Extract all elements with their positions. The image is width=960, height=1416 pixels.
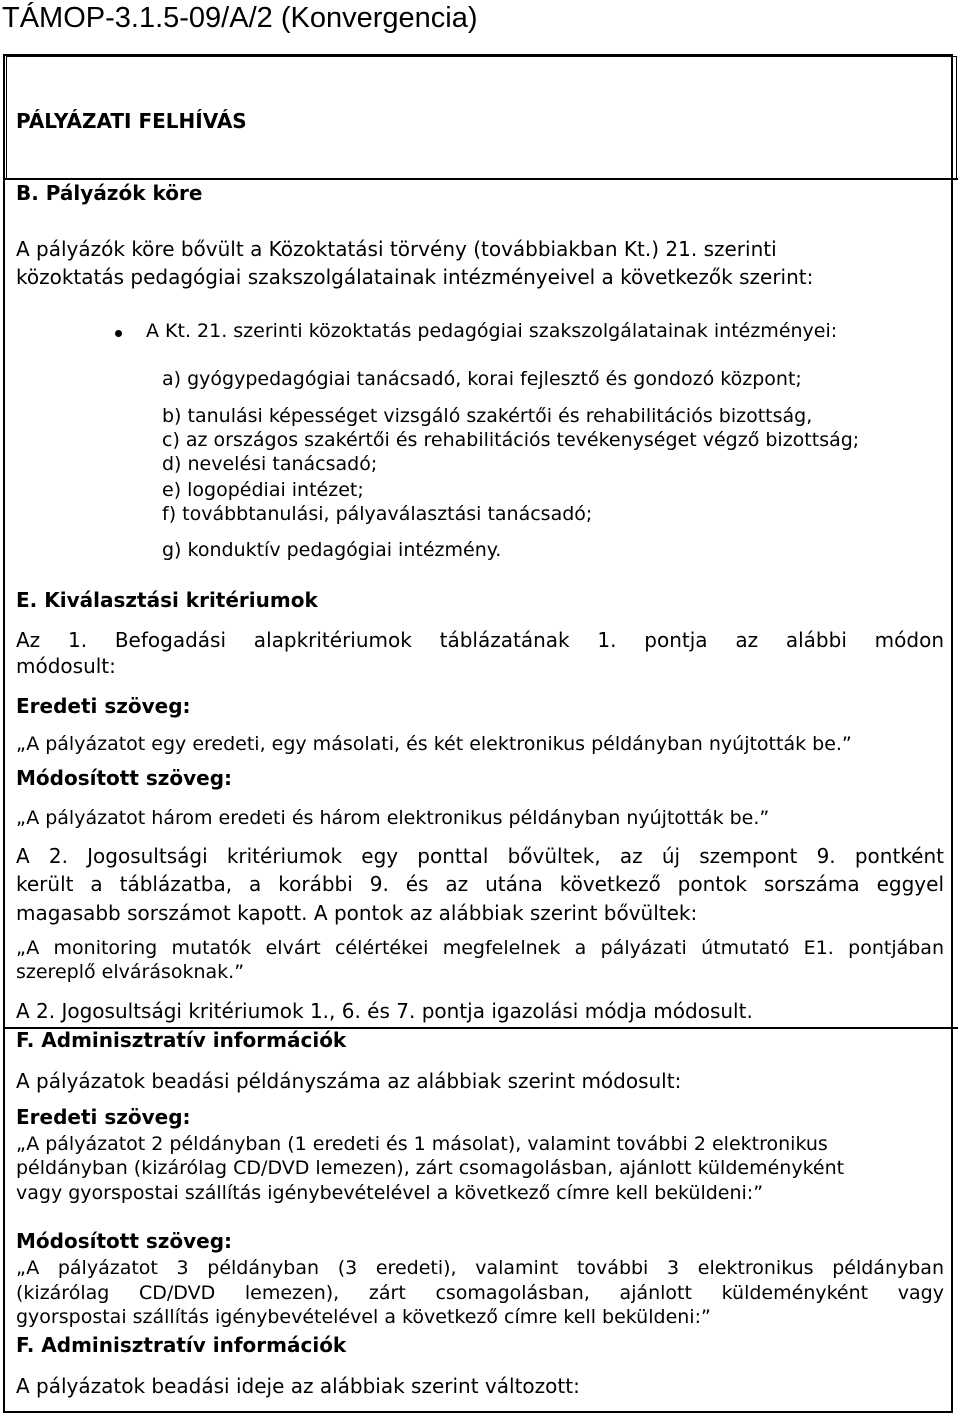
list-item: f) továbbtanulási, pályaválasztási tanácsadó; <box>162 503 593 525</box>
list-item: a) gyógypedagógiai tanácsadó, korai fejlesztő és gondozó központ; <box>162 368 802 390</box>
label-original-text: Eredeti szöveg: <box>16 694 191 718</box>
quoted-text: vagy gyorspostai szállítás igénybevételével a következő címre kell beküldeni:” <box>16 1182 764 1204</box>
paragraph-line: közoktatás pedagógiai szakszolgálatainak intézményeivel a következők szerint: <box>16 265 814 289</box>
quoted-text: gyorspostai szállítás igénybevételével a következő címre kell beküldeni:” <box>16 1306 711 1328</box>
paragraph-line: A 2. Jogosultsági kritériumok egy ponttal bővültek, az új szempont 9. pontként <box>16 844 944 868</box>
list-item: b) tanulási képességet vizsgáló szakértői és rehabilitációs bizottság, <box>162 405 813 427</box>
quoted-text: „A pályázatot 3 példányban (3 eredeti), valamint további 3 elektronikus példányban <box>16 1257 944 1279</box>
section-heading-felhivas: PÁLYÁZATI FELHÍVÁS <box>16 109 247 133</box>
section-heading-f: F. Adminisztratív információk <box>16 1333 347 1357</box>
paragraph-line: A pályázatok beadási ideje az alábbiak szerint változott: <box>16 1374 580 1398</box>
section-heading-f: F. Adminisztratív információk <box>16 1028 347 1052</box>
paragraph-line: módosult: <box>16 654 116 678</box>
divider <box>3 178 958 180</box>
paragraph-line: A pályázatok beadási példányszáma az alábbiak szerint módosult: <box>16 1069 682 1093</box>
list-item: c) az országos szakértői és rehabilitációs tevékenységet végző bizottság; <box>162 429 860 451</box>
paragraph-line: magasabb sorszámot kapott. A pontok az alábbiak szerint bővültek: <box>16 901 698 925</box>
quoted-text: (kizárólag CD/DVD lemezen), zárt csomagolásban, ajánlott küldeményként vagy <box>16 1282 944 1304</box>
bullet-icon <box>115 330 122 337</box>
quoted-text: „A pályázatot három eredeti és három elektronikus példányban nyújtották be.” <box>16 807 770 829</box>
quoted-text: példányban (kizárólag CD/DVD lemezen), zárt csomagolásban, ajánlott küldeményként <box>16 1157 845 1179</box>
bullet-text: A Kt. 21. szerinti közoktatás pedagógiai szakszolgálatainak intézményei: <box>146 320 838 342</box>
document-title: TÁMOP-3.1.5-09/A/2 (Konvergencia) <box>2 2 478 34</box>
quoted-text: „A monitoring mutatók elvárt célértékei megfelelnek a pályázati útmutató E1. pontjában <box>16 937 944 959</box>
label-original-text: Eredeti szöveg: <box>16 1105 191 1129</box>
list-item: d) nevelési tanácsadó; <box>162 453 378 475</box>
list-item: e) logopédiai intézet; <box>162 479 364 501</box>
quoted-text: „A pályázatot 2 példányban (1 eredeti és 1 másolat), valamint további 2 elektronikus <box>16 1133 828 1155</box>
paragraph-line: A pályázók köre bővült a Közoktatási törvény (továbbiakban Kt.) 21. szerinti <box>16 237 777 261</box>
list-item: g) konduktív pedagógiai intézmény. <box>162 539 502 561</box>
quoted-text: szereplő elvárásoknak.” <box>16 961 245 983</box>
section-heading-e: E. Kiválasztási kritériumok <box>16 588 318 612</box>
paragraph-line: A 2. Jogosultsági kritériumok 1., 6. és 7. pontja igazolási módja módosult. <box>16 999 753 1023</box>
quoted-text: „A pályázatot egy eredeti, egy másolati, és két elektronikus példányban nyújtották be.” <box>16 733 852 755</box>
paragraph-line: került a táblázatba, a korábbi 9. és az utána következő pontok sorszáma eggyel <box>16 872 944 896</box>
label-modified-text: Módosított szöveg: <box>16 766 233 790</box>
section-heading-b: B. Pályázók köre <box>16 181 203 205</box>
paragraph-line: Az 1. Befogadási alapkritériumok táblázatának 1. pontja az alábbi módon <box>16 628 944 652</box>
label-modified-text: Módosított szöveg: <box>16 1229 233 1253</box>
